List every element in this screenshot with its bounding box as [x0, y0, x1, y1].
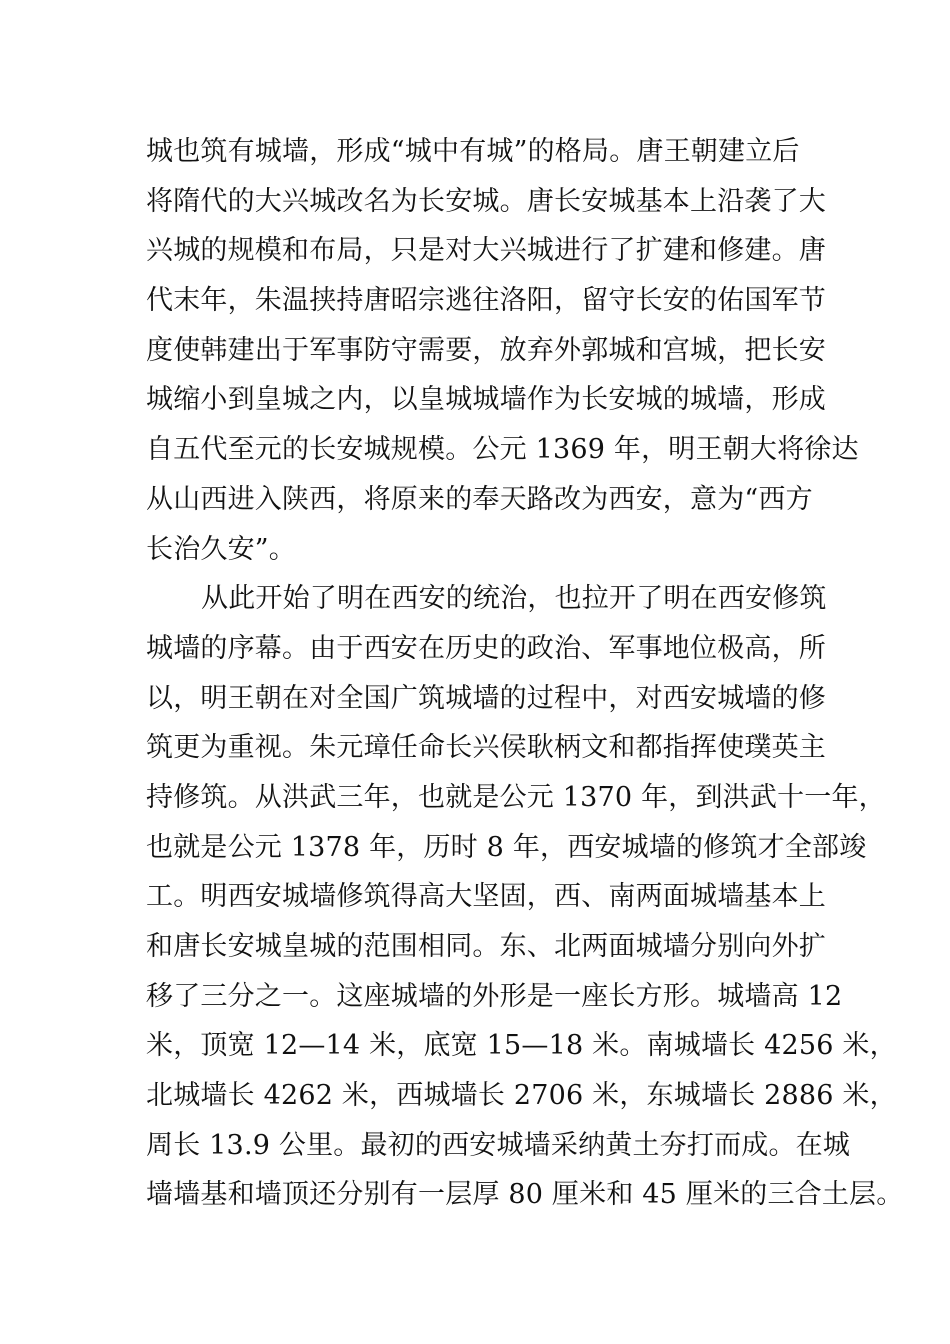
text-line: 从山西进入陕西，将原来的奉天路改为西安，意为“西方 — [146, 483, 813, 515]
text-line: 度使韩建出于军事防守需要，放弃外郭城和宫城，把长安 — [146, 334, 826, 366]
text-line: 米，顶宽 12—14 米，底宽 15—18 米。南城墙长 4256 米， — [146, 1030, 897, 1062]
text-line: 筑更为重视。朱元璋任命长兴侯耿柄文和都指挥使璞英主 — [146, 732, 826, 764]
paragraph-2 — [146, 574, 904, 1220]
text-line: 城墙的序幕。由于西安在历史的政治、军事地位极高，所 — [146, 632, 826, 664]
text-line: 和唐长安城皇城的范围相同。东、北两面城墙分别向外扩 — [146, 931, 826, 962]
text-line: 持修筑。从洪武三年，也就是公元 1370 年，到洪武十一年， — [146, 781, 886, 813]
text-line: 也就是公元 1378 年，历时 8 年，西安城墙的修筑才全部竣 — [146, 831, 867, 863]
text-line: 城也筑有城墙，形成“城中有城”的格局。唐王朝建立后 — [146, 136, 800, 167]
text-line: 墙墙基和墙顶还分别有一层厚 80 厘米和 45 厘米的三合土层。 — [146, 1179, 904, 1211]
text-line: 将隋代的大兴城改名为长安城。唐长安城基本上沿袭了大 — [146, 185, 826, 217]
text-line: 工。明西安城墙修筑得高大坚固，西、南两面城墙基本上 — [146, 881, 826, 913]
text-line: 北城墙长 4262 米，西城墙长 2706 米，东城墙长 2886 米， — [146, 1080, 897, 1112]
text-line: 移了三分之一。这座城墙的外形是一座长方形。城墙高 12 — [146, 980, 843, 1012]
paragraph-1 — [146, 127, 859, 574]
text-line: 城缩小到皇城之内，以皇城城墙作为长安城的城墙，形成 — [146, 384, 826, 416]
text-line: 代末年，朱温挟持唐昭宗逃往洛阳，留守长安的佑国军节 — [146, 285, 826, 317]
text-line: 周长 13.9 公里。最初的西安城墙采纳黄土夯打而成。在城 — [146, 1129, 851, 1161]
text-line: 长治久安”。 — [146, 533, 297, 565]
text-line: 自五代至元的长安城规模。公元 1369 年，明王朝大将徐达 — [146, 434, 859, 466]
text-line: 从此开始了明在西安的统治，也拉开了明在西安修筑 — [201, 583, 827, 615]
text-line: 以，明王朝在对全国广筑城墙的过程中，对西安城墙的修 — [146, 682, 826, 714]
body-text — [146, 127, 904, 1220]
text-line: 兴城的规模和布局，只是对大兴城进行了扩建和修建。唐 — [146, 235, 826, 267]
